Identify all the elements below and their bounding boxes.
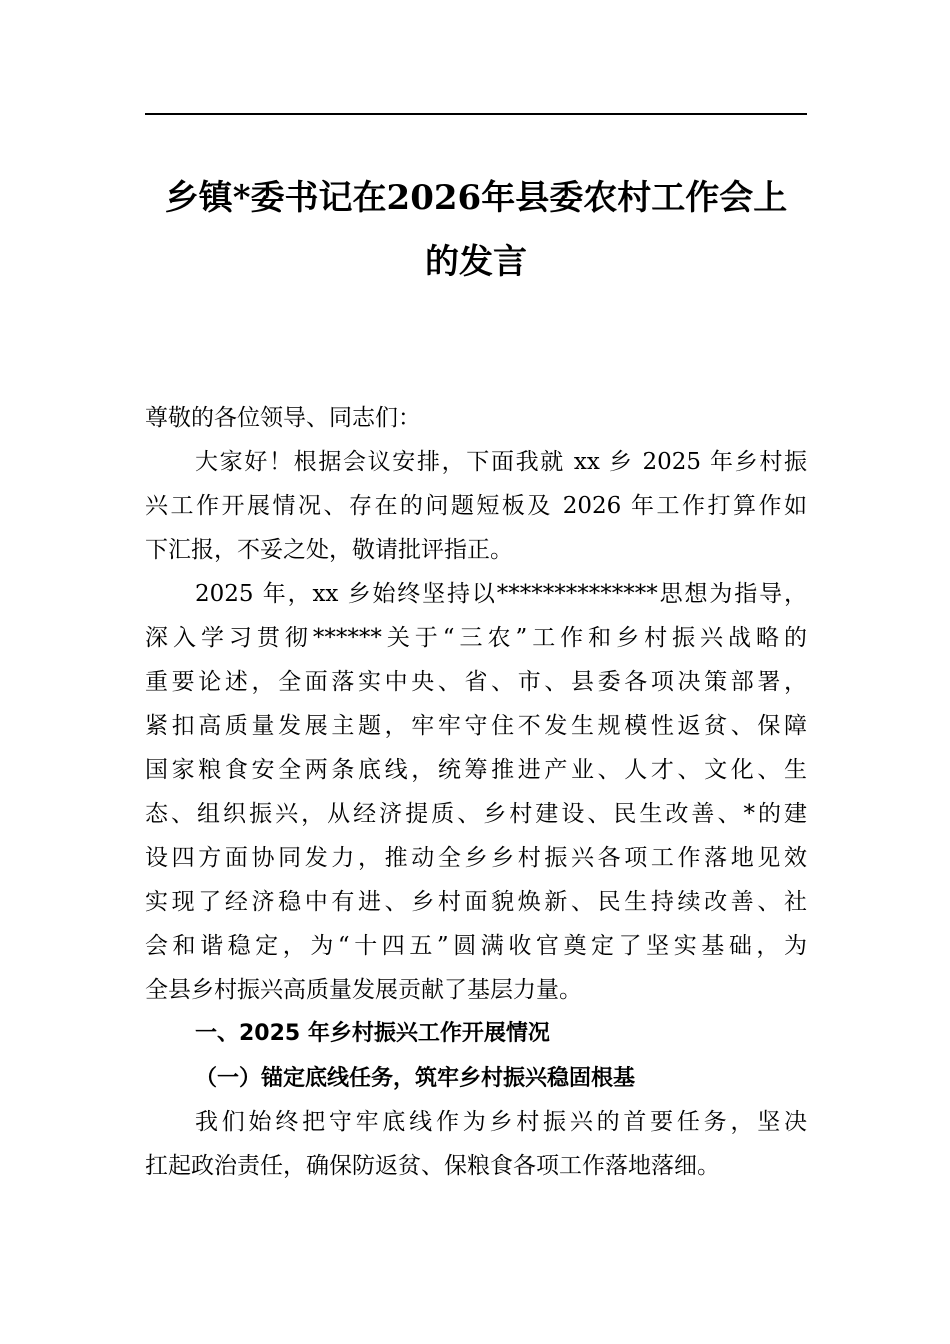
paragraph-2-line-8: 实现了经济稳中有进、乡村面貌焕新、民生持续改善、社: [145, 889, 807, 915]
paragraph-2-line-1: 2025 年，xx 乡始终坚持以**************思想为指导，: [195, 581, 807, 607]
document-body: [145, 396, 807, 1188]
section-heading-1: 一、2025 年乡村振兴工作开展情况: [195, 1021, 550, 1046]
paragraph-3-line-2: 扛起政治责任，确保防返贫、保粮食各项工作落地落细。: [145, 1153, 720, 1179]
paragraph-1-line-2: 兴工作开展情况、存在的问题短板及 2026 年工作打算作如: [145, 493, 807, 519]
title-line-2: 的发言: [425, 242, 527, 282]
title-line-1: 乡镇*委书记在2026年县委农村工作会上: [164, 178, 788, 218]
paragraph-2-line-2: 深入学习贯彻******关于“三农”工作和乡村振兴战略的: [145, 625, 807, 651]
paragraph-2-line-3: 重要论述，全面落实中央、省、市、县委各项决策部署，: [145, 669, 807, 695]
salutation: 尊敬的各位领导、同志们：: [145, 405, 421, 431]
paragraph-2-line-7: 设四方面协同发力，推动全乡乡村振兴各项工作落地见效: [145, 845, 807, 871]
paragraph-2-line-10: 全县乡村振兴高质量发展贡献了基层力量。: [145, 977, 582, 1003]
header-rule: [145, 113, 807, 115]
paragraph-2-line-4: 紧扣高质量发展主题，牢牢守住不发生规模性返贫、保障: [145, 713, 807, 739]
paragraph-1-line-3: 下汇报，不妥之处，敬请批评指正。: [145, 537, 513, 563]
paragraph-3-line-1: 我们始终把守牢底线作为乡村振兴的首要任务，坚决: [195, 1109, 807, 1135]
paragraph-2-line-6: 态、组织振兴，从经济提质、乡村建设、民生改善、*的建: [145, 801, 807, 827]
paragraph-2-line-5: 国家粮食安全两条底线，统筹推进产业、人才、文化、生: [145, 757, 807, 783]
paragraph-2-line-9: 会和谐稳定，为“十四五”圆满收官奠定了坚实基础，为: [145, 933, 807, 959]
subsection-heading-1: （一）锚定底线任务，筑牢乡村振兴稳固根基: [195, 1065, 636, 1091]
paragraph-1-line-1: 大家好！根据会议安排，下面我就 xx 乡 2025 年乡村振: [195, 449, 807, 475]
document-title: [145, 166, 807, 294]
